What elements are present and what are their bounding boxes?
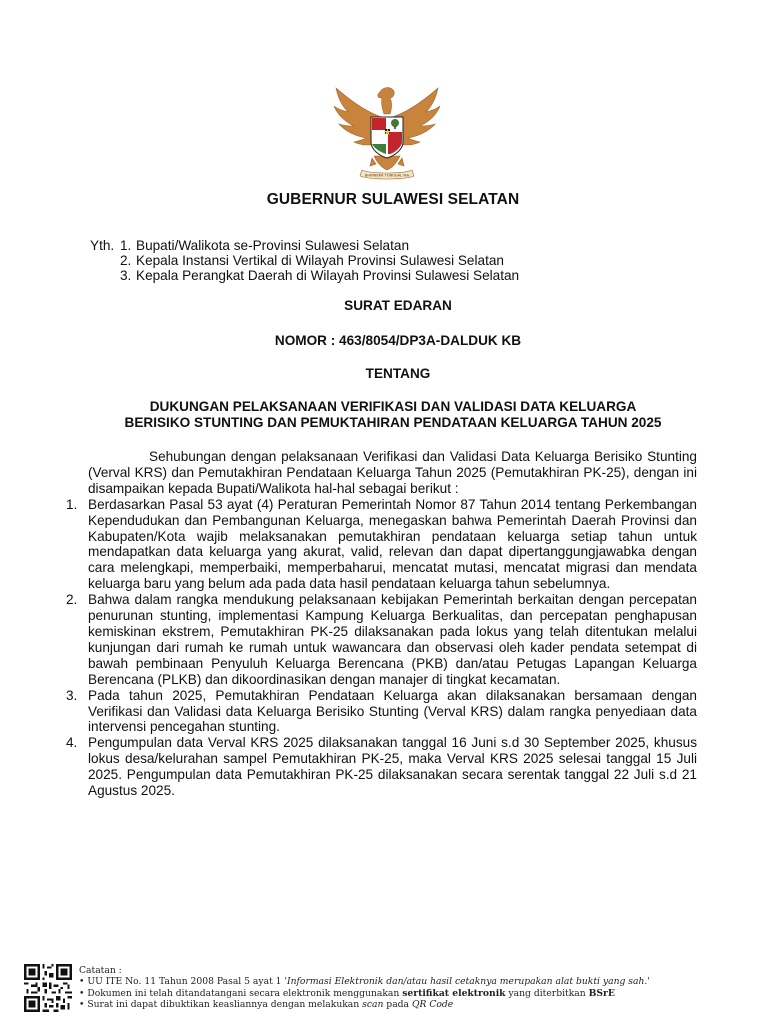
notes-heading: Catatan : (79, 965, 122, 976)
addressee-row (90, 238, 519, 253)
garuda-emblem (330, 84, 444, 184)
addressee-text: Bupati/Walikota se-Provinsi Sulawesi Selatan (136, 238, 410, 253)
addressee-text: Kepala Instansi Vertikal di Wilayah Provinsi Sulawesi Selatan (136, 253, 504, 268)
item-text: Bahwa dalam rangka mendukung pelaksanaan kebijakan Pemerintah berkaitan dengan percepatan penurunan stunting, implementasi Kampung Keluarga Berkualitas, dan percepatan penghapusan kemiskinan ekstrem, Pemutakhiran PK-25 dilaksanakan pada lokus yang telah ditentukan melalui kunjungan dari rumah ke rumah untuk wawancara dan observasi oleh kader pendata setempat di bawah pembinaan Penyuluh Keluarga Berencana (PKB) dan/atau Petugas Lapangan Keluarga Berencana (PLKB) dan dikoordinasikan dengan manajer di tingkat kecamatan. (88, 592, 697, 687)
item-text: Pada tahun 2025, Pemutakhiran Pendataan Keluarga akan dilaksanakan bersamaan dengan Verifikasi dan Validasi data Keluarga Berisiko Stunting (Verval KRS) dalam rangka penyediaan data intervensi pencegahan stunting. (88, 687, 697, 735)
list-item (66, 735, 697, 799)
addressee-number: 2. (120, 253, 132, 268)
addressee-number: 3. (120, 268, 132, 283)
letter-number: NOMOR : 463/8054/DP3A-DALDUK KB (274, 333, 522, 348)
emblem-motto: BHINNEKA TUNGGAL IKA (364, 173, 410, 178)
item-number: 3. (66, 687, 78, 703)
subject-line: DUKUNGAN PELAKSANAAN VERIFIKASI DAN VALIDASI DATA KELUARGA (149, 399, 637, 414)
item-text: Pengumpulan data Verval KRS 2025 dilaksanakan tanggal 16 Juni s.d 30 September 2025, khusus lokus desa/kelurahan sampel Pemutakhiran PK-25, maka Verval KRS 2025 selesai tanggal 15 Juli 2025. Pengumpulan data Pemutakhiran PK-25 dilaksanakan secara serentak tanggal 22 Juli s.d 21 Agustus 2025. (88, 735, 697, 799)
list-item (66, 592, 697, 687)
footer-notes (24, 964, 744, 1018)
item-text: Berdasarkan Pasal 53 ayat (4) Peraturan Pemerintah Nomor 87 Tahun 2014 tentang Perkembangan Kependudukan dan Pembangunan Keluarga, menegaskan bahwa Pemerintah Daerah Provinsi dan Kabupaten/Kota wajib melaksanakan pemutakhiran pendataan keluarga setiap tahun untuk mendapatkan data keluarga yang akurat, valid, relevan dan dapat dipertanggungjawabka dengan cara melengkapi, memperbaiki, memperbaharui, mencatat mutasi, mencatat migrasi dan mendata keluarga baru yang belum ada pada data hasil pendataan keluarga tahun sebelumnya. (88, 496, 697, 592)
notes-text (79, 965, 650, 1010)
letter-type: SURAT EDARAN (344, 298, 452, 313)
item-number: 1. (66, 496, 78, 512)
addressee-text: Kepala Perangkat Daerah di Wilayah Provinsi Sulawesi Selatan (136, 268, 520, 283)
intro-paragraph: Sehubungan dengan pelaksanaan Verifikasi dan Validasi Data Keluarga Berisiko Stunting (Verval KRS) dan Pemutakhiran Pendataan Keluarga Tahun 2025 (Pemutakhiran PK-25), dengan ini disampaikan kepada Bupati/Walikota hal-hal sebagai berikut : (88, 449, 697, 496)
list-item (66, 496, 697, 592)
note-line: • UU ITE No. 11 Tahun 2008 Pasal 5 ayat 1 'Informasi Elektronik dan/atau hasil cetaknya merupakan alat bukti yang sah.' (79, 976, 650, 988)
note-line: • Surat ini dapat dibuktikan keasliannya dengan melakukan scan pada QR Code (79, 998, 454, 1010)
addressee-row (90, 268, 519, 283)
letterhead-title: GUBERNUR SULAWESI SELATAN (266, 191, 520, 208)
note-line: • Dokumen ini telah ditandatangani secara elektronik menggunakan sertifikat elektronik yang diterbitkan BSrE (79, 987, 615, 999)
subject-line: BERISIKO STUNTING DAN PEMUKTAHIRAN PENDATAAN KELUARGA TAHUN 2025 (124, 415, 662, 430)
letter-body (66, 449, 697, 799)
addressee-label: Yth. (90, 238, 115, 253)
qr-code-icon[interactable] (24, 964, 72, 1012)
addressee-block (90, 238, 519, 283)
item-number: 2. (66, 592, 78, 608)
item-number: 4. (66, 735, 78, 751)
letter-subject (0, 399, 768, 431)
point-list (66, 496, 697, 799)
addressee-row (90, 253, 519, 268)
about-label: TENTANG (365, 366, 431, 381)
addressee-number: 1. (120, 238, 132, 253)
list-item (66, 687, 697, 736)
